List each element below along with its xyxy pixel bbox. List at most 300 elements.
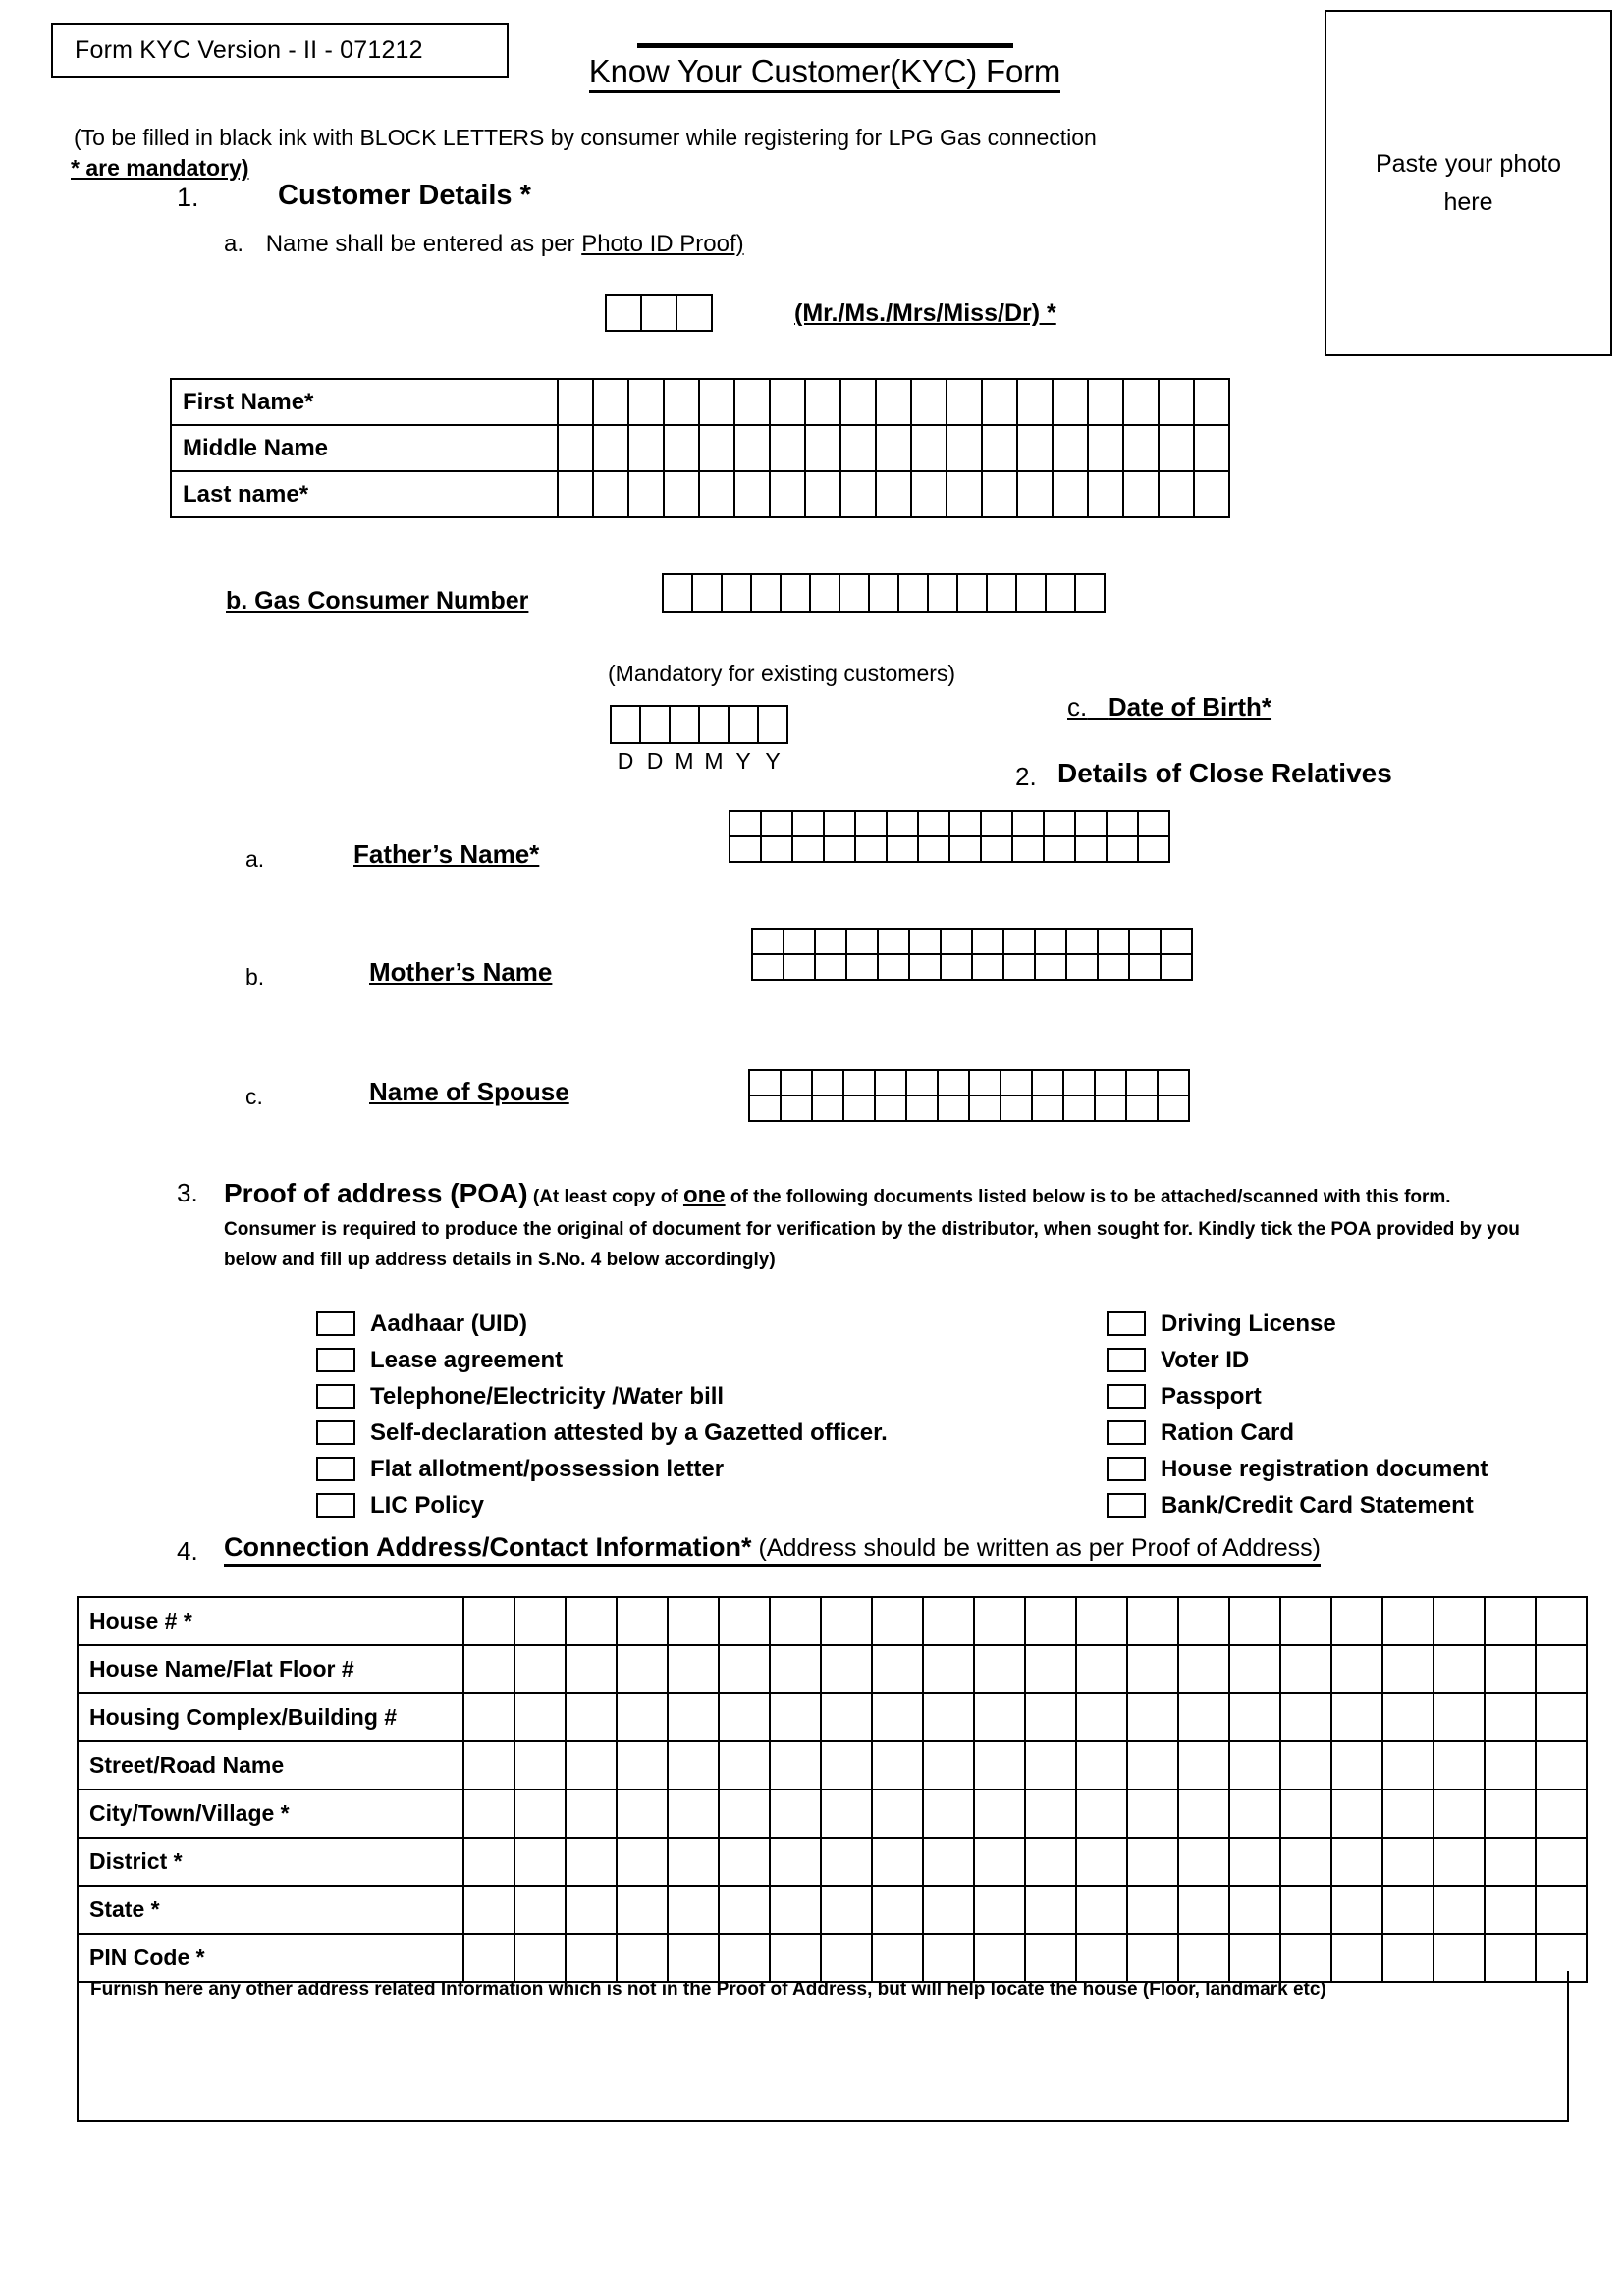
address-input-cell[interactable]	[463, 1597, 514, 1645]
address-input-cell[interactable]	[770, 1741, 821, 1789]
relative-name-cell[interactable]	[1062, 1069, 1096, 1096]
address-input-cell[interactable]	[923, 1741, 974, 1789]
address-input-cell[interactable]	[821, 1741, 872, 1789]
address-input-cell[interactable]	[1434, 1789, 1485, 1838]
address-input-cell[interactable]	[974, 1886, 1025, 1934]
relative-name-cell[interactable]	[940, 928, 973, 955]
relative-name-cell[interactable]	[1011, 835, 1045, 863]
address-input-cell[interactable]	[1536, 1789, 1587, 1838]
name-input-cell[interactable]	[770, 379, 805, 425]
name-input-cell[interactable]	[876, 425, 911, 471]
address-input-cell[interactable]	[668, 1645, 719, 1693]
relative-name-grid[interactable]	[751, 928, 1193, 981]
gas-consumer-number-cell[interactable]	[956, 573, 988, 613]
address-input-cell[interactable]	[1536, 1838, 1587, 1886]
address-input-cell[interactable]	[872, 1645, 923, 1693]
address-input-cell[interactable]	[668, 1741, 719, 1789]
name-input-cell[interactable]	[664, 425, 699, 471]
address-input-cell[interactable]	[821, 1645, 872, 1693]
relative-name-cell[interactable]	[791, 835, 825, 863]
salutation-cell[interactable]	[640, 294, 677, 332]
address-input-cell[interactable]	[719, 1741, 770, 1789]
address-input-cell[interactable]	[872, 1838, 923, 1886]
relative-name-cell[interactable]	[937, 1095, 970, 1122]
address-input-cell[interactable]	[1331, 1645, 1382, 1693]
gas-consumer-number-cell[interactable]	[1074, 573, 1106, 613]
name-input-cell[interactable]	[1123, 425, 1159, 471]
address-input-cell[interactable]	[1280, 1645, 1331, 1693]
relative-name-cell[interactable]	[874, 1069, 907, 1096]
relative-name-cell[interactable]	[971, 953, 1004, 981]
address-input-cell[interactable]	[1331, 1886, 1382, 1934]
address-input-cell[interactable]	[719, 1693, 770, 1741]
relative-name-cell[interactable]	[877, 928, 910, 955]
relative-name-cell[interactable]	[1137, 835, 1170, 863]
address-additional-info-box[interactable]	[77, 1971, 1569, 2122]
name-input-cell[interactable]	[593, 425, 628, 471]
gas-consumer-number-cell[interactable]	[691, 573, 723, 613]
gas-consumer-number-cell[interactable]	[750, 573, 782, 613]
address-input-cell[interactable]	[1178, 1741, 1229, 1789]
address-input-cell[interactable]	[770, 1597, 821, 1645]
address-input-cell[interactable]	[1025, 1645, 1076, 1693]
name-input-cell[interactable]	[1053, 425, 1088, 471]
address-input-cell[interactable]	[463, 1886, 514, 1934]
address-input-cell[interactable]	[463, 1645, 514, 1693]
address-input-cell[interactable]	[617, 1741, 668, 1789]
address-input-cell[interactable]	[566, 1838, 617, 1886]
name-input-cell[interactable]	[982, 471, 1017, 517]
address-input-cell[interactable]	[1382, 1741, 1434, 1789]
address-input-cell[interactable]	[872, 1741, 923, 1789]
date-of-birth-cell[interactable]	[698, 705, 730, 744]
name-input-cell[interactable]	[1088, 471, 1123, 517]
address-input-cell[interactable]	[1536, 1741, 1587, 1789]
address-input-cell[interactable]	[821, 1838, 872, 1886]
relative-name-cell[interactable]	[1065, 928, 1099, 955]
poa-checkbox[interactable]	[1107, 1348, 1146, 1372]
relative-name-cell[interactable]	[1097, 928, 1130, 955]
relative-name-cell[interactable]	[823, 810, 856, 837]
relative-name-cell[interactable]	[751, 953, 784, 981]
relative-name-cell[interactable]	[811, 1069, 844, 1096]
relative-name-cell[interactable]	[1160, 928, 1193, 955]
relative-name-grid[interactable]	[748, 1069, 1190, 1122]
relative-name-cell[interactable]	[905, 1069, 939, 1096]
address-input-cell[interactable]	[1382, 1597, 1434, 1645]
address-input-cell[interactable]	[1331, 1741, 1382, 1789]
address-input-cell[interactable]	[1025, 1838, 1076, 1886]
relative-name-cell[interactable]	[917, 835, 950, 863]
address-input-cell[interactable]	[1178, 1838, 1229, 1886]
address-input-cell[interactable]	[1485, 1789, 1536, 1838]
address-input-cell[interactable]	[1229, 1838, 1280, 1886]
address-input-cell[interactable]	[1382, 1693, 1434, 1741]
address-input-cell[interactable]	[617, 1693, 668, 1741]
relative-name-cell[interactable]	[1034, 953, 1067, 981]
name-input-cell[interactable]	[1159, 379, 1194, 425]
gas-consumer-number-cell[interactable]	[1015, 573, 1047, 613]
date-of-birth-cell[interactable]	[757, 705, 788, 744]
name-input-cell[interactable]	[664, 379, 699, 425]
relative-name-cell[interactable]	[1043, 835, 1076, 863]
relative-name-grid[interactable]	[729, 810, 1170, 863]
address-input-cell[interactable]	[770, 1645, 821, 1693]
name-input-cell[interactable]	[947, 471, 982, 517]
poa-checkbox-item[interactable]	[316, 1487, 888, 1523]
address-input-cell[interactable]	[1229, 1693, 1280, 1741]
gas-consumer-number-cell[interactable]	[927, 573, 958, 613]
address-input-cell[interactable]	[1025, 1597, 1076, 1645]
relative-name-cell[interactable]	[1157, 1069, 1190, 1096]
relative-name-cell[interactable]	[968, 1095, 1001, 1122]
poa-checkbox[interactable]	[316, 1457, 355, 1481]
relative-name-cell[interactable]	[1128, 928, 1162, 955]
address-input-cell[interactable]	[1076, 1838, 1127, 1886]
gas-consumer-number-cell[interactable]	[897, 573, 929, 613]
address-input-cell[interactable]	[463, 1789, 514, 1838]
address-input-cell[interactable]	[617, 1838, 668, 1886]
name-input-cell[interactable]	[628, 379, 664, 425]
address-input-cell[interactable]	[1280, 1741, 1331, 1789]
name-input-cell[interactable]	[982, 379, 1017, 425]
poa-checkbox-item[interactable]	[1107, 1415, 1488, 1451]
address-input-cell[interactable]	[770, 1838, 821, 1886]
name-input-cell[interactable]	[876, 379, 911, 425]
gas-consumer-number-cell[interactable]	[721, 573, 752, 613]
relative-name-cell[interactable]	[783, 953, 816, 981]
name-input-cell[interactable]	[1053, 471, 1088, 517]
name-input-cell[interactable]	[734, 471, 770, 517]
relative-name-cell[interactable]	[1094, 1069, 1127, 1096]
relative-name-cell[interactable]	[1034, 928, 1067, 955]
address-input-cell[interactable]	[1127, 1741, 1178, 1789]
gas-consumer-number-cell[interactable]	[662, 573, 693, 613]
address-input-cell[interactable]	[872, 1789, 923, 1838]
address-input-cell[interactable]	[617, 1597, 668, 1645]
name-input-cell[interactable]	[734, 379, 770, 425]
address-input-cell[interactable]	[923, 1645, 974, 1693]
address-input-cell[interactable]	[1025, 1741, 1076, 1789]
poa-checkbox[interactable]	[316, 1311, 355, 1336]
address-input-cell[interactable]	[974, 1789, 1025, 1838]
address-input-cell[interactable]	[617, 1645, 668, 1693]
address-input-cell[interactable]	[514, 1838, 566, 1886]
address-input-cell[interactable]	[1280, 1789, 1331, 1838]
poa-checkbox[interactable]	[1107, 1311, 1146, 1336]
poa-checkbox-item[interactable]	[316, 1306, 888, 1342]
relative-name-cell[interactable]	[854, 835, 888, 863]
relative-name-cell[interactable]	[823, 835, 856, 863]
poa-checkbox[interactable]	[316, 1348, 355, 1372]
name-input-cell[interactable]	[628, 471, 664, 517]
address-input-cell[interactable]	[923, 1597, 974, 1645]
name-input-cell[interactable]	[734, 425, 770, 471]
address-input-cell[interactable]	[1178, 1645, 1229, 1693]
poa-checkbox-item[interactable]	[1107, 1342, 1488, 1378]
address-input-cell[interactable]	[1280, 1886, 1331, 1934]
name-input-cell[interactable]	[1088, 379, 1123, 425]
address-input-cell[interactable]	[923, 1693, 974, 1741]
poa-checkbox-item[interactable]	[316, 1451, 888, 1487]
address-input-cell[interactable]	[1536, 1645, 1587, 1693]
address-input-cell[interactable]	[1076, 1741, 1127, 1789]
poa-checkbox-item[interactable]	[316, 1415, 888, 1451]
relative-name-cell[interactable]	[971, 928, 1004, 955]
salutation-input-grid[interactable]	[605, 294, 713, 332]
poa-checkbox-item[interactable]	[316, 1342, 888, 1378]
address-input-cell[interactable]	[1025, 1693, 1076, 1741]
address-input-cell[interactable]	[1382, 1838, 1434, 1886]
relative-name-cell[interactable]	[814, 953, 847, 981]
relative-name-cell[interactable]	[1074, 810, 1108, 837]
address-input-cell[interactable]	[1229, 1741, 1280, 1789]
date-of-birth-cell[interactable]	[728, 705, 759, 744]
relative-name-cell[interactable]	[842, 1095, 876, 1122]
address-input-cell[interactable]	[617, 1789, 668, 1838]
address-input-cell[interactable]	[1178, 1597, 1229, 1645]
address-input-cell[interactable]	[719, 1838, 770, 1886]
relative-name-cell[interactable]	[791, 810, 825, 837]
name-input-cell[interactable]	[805, 425, 840, 471]
name-input-cell[interactable]	[1017, 425, 1053, 471]
relative-name-cell[interactable]	[814, 928, 847, 955]
name-input-cell[interactable]	[1159, 471, 1194, 517]
relative-name-cell[interactable]	[783, 928, 816, 955]
address-input-cell[interactable]	[1434, 1741, 1485, 1789]
gas-consumer-number-cell[interactable]	[1045, 573, 1076, 613]
name-input-cell[interactable]	[1123, 471, 1159, 517]
name-input-cell[interactable]	[911, 379, 947, 425]
address-input-cell[interactable]	[923, 1789, 974, 1838]
address-input-cell[interactable]	[566, 1789, 617, 1838]
gas-consumer-number-cell[interactable]	[868, 573, 899, 613]
address-input-cell[interactable]	[1127, 1597, 1178, 1645]
relative-name-cell[interactable]	[1011, 810, 1045, 837]
address-input-cell[interactable]	[1485, 1741, 1536, 1789]
relative-name-cell[interactable]	[968, 1069, 1001, 1096]
name-input-cell[interactable]	[1053, 379, 1088, 425]
gas-consumer-number-cell[interactable]	[986, 573, 1017, 613]
relative-name-cell[interactable]	[845, 953, 879, 981]
address-input-cell[interactable]	[514, 1886, 566, 1934]
address-input-cell[interactable]	[566, 1645, 617, 1693]
relative-name-cell[interactable]	[908, 928, 942, 955]
address-input-cell[interactable]	[1382, 1789, 1434, 1838]
address-input-cell[interactable]	[821, 1886, 872, 1934]
relative-name-cell[interactable]	[729, 810, 762, 837]
gas-consumer-number-cell[interactable]	[809, 573, 840, 613]
address-input-cell[interactable]	[668, 1693, 719, 1741]
relative-name-cell[interactable]	[1106, 835, 1139, 863]
address-input-cell[interactable]	[566, 1886, 617, 1934]
name-input-cell[interactable]	[947, 379, 982, 425]
relative-name-cell[interactable]	[980, 835, 1013, 863]
address-input-cell[interactable]	[719, 1886, 770, 1934]
address-input-cell[interactable]	[872, 1886, 923, 1934]
address-input-cell[interactable]	[1076, 1886, 1127, 1934]
address-input-cell[interactable]	[1434, 1693, 1485, 1741]
address-input-cell[interactable]	[514, 1693, 566, 1741]
name-input-cell[interactable]	[911, 471, 947, 517]
address-input-cell[interactable]	[1076, 1789, 1127, 1838]
address-input-cell[interactable]	[1229, 1789, 1280, 1838]
address-input-cell[interactable]	[923, 1886, 974, 1934]
name-input-cell[interactable]	[699, 379, 734, 425]
relative-name-cell[interactable]	[908, 953, 942, 981]
address-input-cell[interactable]	[1434, 1645, 1485, 1693]
gas-consumer-number-grid[interactable]	[662, 573, 1106, 613]
relative-name-cell[interactable]	[905, 1095, 939, 1122]
name-input-cell[interactable]	[770, 425, 805, 471]
poa-checkbox[interactable]	[316, 1420, 355, 1445]
relative-name-cell[interactable]	[1000, 1095, 1033, 1122]
poa-checkbox[interactable]	[1107, 1420, 1146, 1445]
relative-name-cell[interactable]	[940, 953, 973, 981]
address-input-cell[interactable]	[719, 1789, 770, 1838]
address-input-cell[interactable]	[668, 1789, 719, 1838]
name-input-cell[interactable]	[805, 379, 840, 425]
relative-name-cell[interactable]	[1043, 810, 1076, 837]
name-input-cell[interactable]	[805, 471, 840, 517]
gas-consumer-number-cell[interactable]	[780, 573, 811, 613]
address-input-cell[interactable]	[821, 1693, 872, 1741]
address-input-cell[interactable]	[1536, 1597, 1587, 1645]
address-input-cell[interactable]	[566, 1741, 617, 1789]
relative-name-cell[interactable]	[1125, 1095, 1159, 1122]
address-input-cell[interactable]	[514, 1789, 566, 1838]
address-input-cell[interactable]	[463, 1741, 514, 1789]
address-input-cell[interactable]	[974, 1693, 1025, 1741]
address-input-cell[interactable]	[668, 1838, 719, 1886]
relative-name-cell[interactable]	[1137, 810, 1170, 837]
address-input-cell[interactable]	[1229, 1597, 1280, 1645]
poa-checkbox[interactable]	[1107, 1457, 1146, 1481]
address-input-cell[interactable]	[1485, 1597, 1536, 1645]
relative-name-cell[interactable]	[1074, 835, 1108, 863]
address-input-cell[interactable]	[668, 1886, 719, 1934]
address-input-cell[interactable]	[770, 1693, 821, 1741]
relative-name-cell[interactable]	[1097, 953, 1130, 981]
relative-name-cell[interactable]	[1031, 1069, 1064, 1096]
poa-checkbox-item[interactable]	[316, 1378, 888, 1415]
name-input-cell[interactable]	[1194, 471, 1229, 517]
relative-name-cell[interactable]	[937, 1069, 970, 1096]
name-input-cell[interactable]	[558, 425, 593, 471]
relative-name-cell[interactable]	[877, 953, 910, 981]
name-input-cell[interactable]	[770, 471, 805, 517]
address-input-cell[interactable]	[719, 1645, 770, 1693]
address-input-cell[interactable]	[1280, 1597, 1331, 1645]
name-input-cell[interactable]	[593, 471, 628, 517]
gas-consumer-number-cell[interactable]	[839, 573, 870, 613]
relative-name-cell[interactable]	[874, 1095, 907, 1122]
relative-name-cell[interactable]	[948, 810, 982, 837]
address-input-cell[interactable]	[463, 1693, 514, 1741]
address-input-cell[interactable]	[1178, 1886, 1229, 1934]
relative-name-cell[interactable]	[748, 1069, 782, 1096]
date-of-birth-cell[interactable]	[639, 705, 671, 744]
address-input-cell[interactable]	[923, 1838, 974, 1886]
relative-name-cell[interactable]	[780, 1069, 813, 1096]
address-input-cell[interactable]	[566, 1597, 617, 1645]
name-input-cell[interactable]	[1017, 471, 1053, 517]
relative-name-cell[interactable]	[1160, 953, 1193, 981]
relative-name-cell[interactable]	[854, 810, 888, 837]
poa-checkbox[interactable]	[316, 1493, 355, 1518]
relative-name-cell[interactable]	[917, 810, 950, 837]
poa-checkbox[interactable]	[1107, 1384, 1146, 1409]
relative-name-cell[interactable]	[729, 835, 762, 863]
name-input-cell[interactable]	[558, 379, 593, 425]
address-input-cell[interactable]	[1434, 1838, 1485, 1886]
relative-name-cell[interactable]	[811, 1095, 844, 1122]
relative-name-cell[interactable]	[886, 835, 919, 863]
address-input-cell[interactable]	[872, 1693, 923, 1741]
relative-name-cell[interactable]	[1106, 810, 1139, 837]
address-input-cell[interactable]	[1127, 1693, 1178, 1741]
relative-name-cell[interactable]	[948, 835, 982, 863]
relative-name-cell[interactable]	[1031, 1095, 1064, 1122]
date-of-birth-cell[interactable]	[669, 705, 700, 744]
address-input-cell[interactable]	[1331, 1838, 1382, 1886]
address-input-cell[interactable]	[1127, 1645, 1178, 1693]
address-input-cell[interactable]	[1434, 1597, 1485, 1645]
address-input-cell[interactable]	[1025, 1886, 1076, 1934]
address-input-cell[interactable]	[1434, 1886, 1485, 1934]
name-input-cell[interactable]	[699, 471, 734, 517]
relative-name-cell[interactable]	[1002, 928, 1036, 955]
address-input-cell[interactable]	[974, 1838, 1025, 1886]
relative-name-cell[interactable]	[760, 835, 793, 863]
address-input-cell[interactable]	[1025, 1789, 1076, 1838]
name-input-cell[interactable]	[558, 471, 593, 517]
salutation-cell[interactable]	[605, 294, 642, 332]
address-input-cell[interactable]	[1382, 1645, 1434, 1693]
salutation-cell[interactable]	[676, 294, 713, 332]
relative-name-cell[interactable]	[1000, 1069, 1033, 1096]
poa-checkbox-item[interactable]	[1107, 1451, 1488, 1487]
poa-checkbox-item[interactable]	[1107, 1306, 1488, 1342]
address-input-cell[interactable]	[1331, 1693, 1382, 1741]
relative-name-cell[interactable]	[842, 1069, 876, 1096]
address-input-cell[interactable]	[719, 1597, 770, 1645]
name-input-cell[interactable]	[840, 471, 876, 517]
poa-checkbox-item[interactable]	[1107, 1487, 1488, 1523]
relative-name-cell[interactable]	[780, 1095, 813, 1122]
name-input-cell[interactable]	[947, 425, 982, 471]
name-input-cell[interactable]	[699, 425, 734, 471]
address-input-cell[interactable]	[1485, 1886, 1536, 1934]
relative-name-cell[interactable]	[1065, 953, 1099, 981]
relative-name-cell[interactable]	[748, 1095, 782, 1122]
address-input-cell[interactable]	[514, 1741, 566, 1789]
poa-checkbox[interactable]	[316, 1384, 355, 1409]
name-input-cell[interactable]	[1159, 425, 1194, 471]
relative-name-cell[interactable]	[1094, 1095, 1127, 1122]
date-of-birth-grid[interactable]	[610, 705, 788, 744]
address-input-cell[interactable]	[1178, 1789, 1229, 1838]
address-input-cell[interactable]	[821, 1597, 872, 1645]
name-input-cell[interactable]	[628, 425, 664, 471]
date-of-birth-cell[interactable]	[610, 705, 641, 744]
address-input-cell[interactable]	[1076, 1645, 1127, 1693]
name-input-cell[interactable]	[840, 379, 876, 425]
name-input-cell[interactable]	[664, 471, 699, 517]
name-input-cell[interactable]	[1194, 379, 1229, 425]
relative-name-cell[interactable]	[1002, 953, 1036, 981]
address-input-cell[interactable]	[1229, 1645, 1280, 1693]
